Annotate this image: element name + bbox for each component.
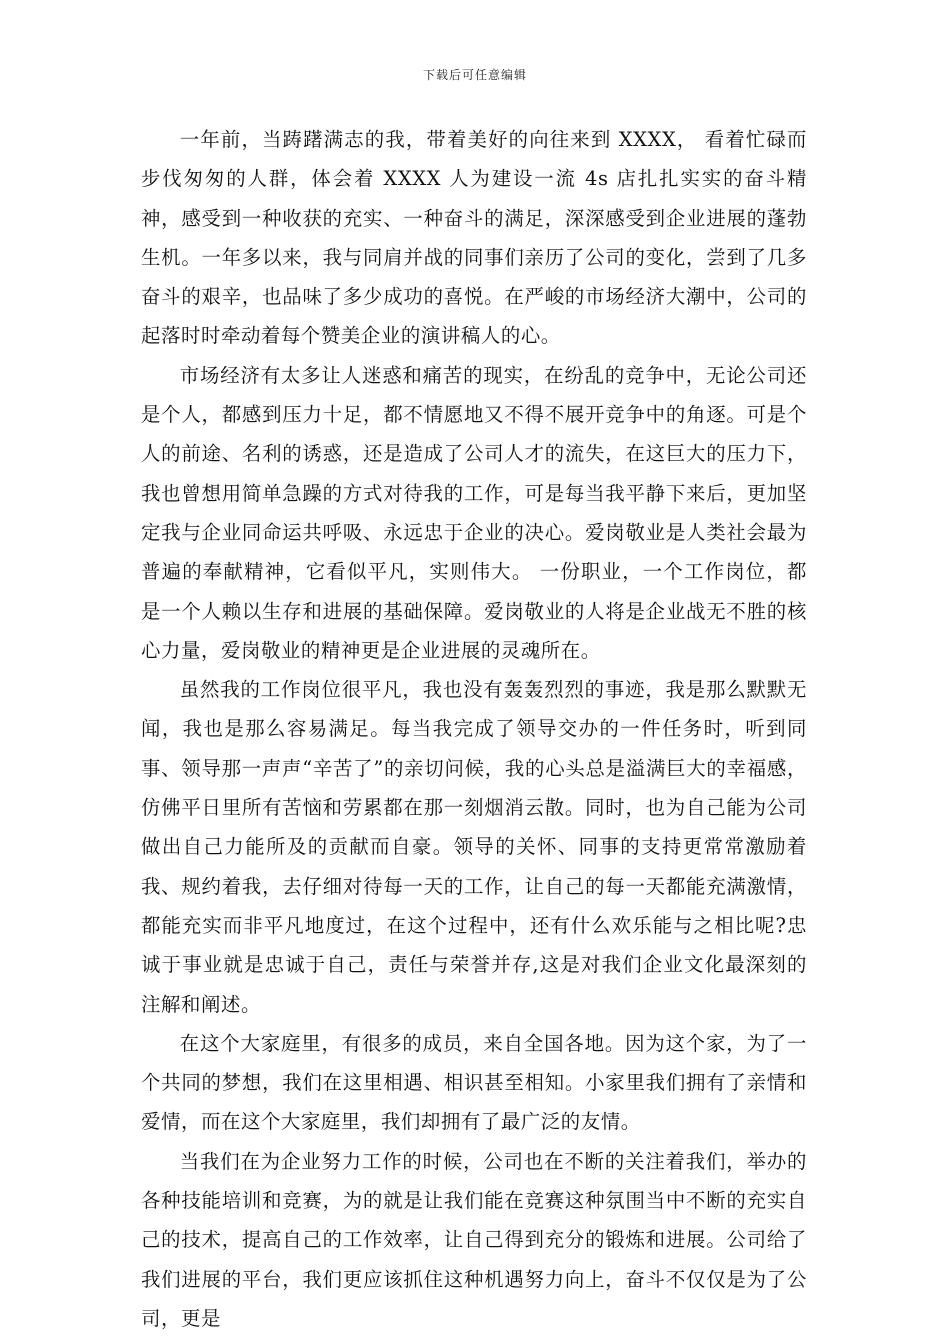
paragraph: 在这个大家庭里，有很多的成员，来自全国各地。因为这个家，为了一个共同的梦想，我们在这里相遇、相识甚至相知。小家里我们拥有了亲情和爱情，而在这个大家庭里，我们却拥有了最广泛的友情。 — [141, 1031, 807, 1134]
document-body — [141, 120, 807, 1338]
paragraph: 虽然我的工作岗位很平凡，我也没有轰轰烈烈的事迹，我是那么默默无闻，我也是那么容易满足。每当我完成了领导交办的一件任务时，听到同事、领导那一声声“辛苦了”的亲切问候，我的心头总是溢满巨大的幸福感，仿佛平日里所有苦恼和劳累都在那一刻烟消云散。同时，也为自己能为公司做出自己力能所及的贡献而自豪。领导的关怀、同事的支持更常常激励着我、规约着我，去仔细对待每一天的工作，让自己的每一天都能充满激情，都能充实而非平凡地度过，在这个过程中，还有什么欢乐能与之相比呢?忠诚于事业就是忠诚于自己，责任与荣誉并存,这是对我们企业文化最深刻的注解和阐述。 — [141, 678, 807, 1016]
paragraph: 当我们在为企业努力工作的时候，公司也在不断的关注着我们，举办的各种技能培训和竞赛，为的就是让我们能在竞赛这种氛围当中不断的充实自己的技术，提高自己的工作效率，让自己得到充分的锻炼和进展。公司给了我们进展的平台，我们更应该抓住这种机遇努力向上，奋斗不仅仅是为了公司，更是 — [141, 1149, 807, 1330]
header-note: 下载后可任意编辑 — [422, 68, 527, 82]
paragraph: 一年前，当踌躇满志的我，带着美好的向往来到 XXXX， 看着忙碌而步伐匆匆的人群，体会着 XXXX 人为建设一流 4s 店扎扎实实的奋斗精神，感受到一种收获的充实、一种奋斗的满足，深深感受到企业进展的蓬勃生机。一年多以来，我与同肩并战的同事们亲历了公司的变化，尝到了几多奋斗的艰辛，也品味了多少成功的喜悦。在严峻的市场经济大潮中，公司的起落时时牵动着每个赞美企业的演讲稿人的心。 — [141, 128, 807, 348]
paragraph: 市场经济有太多让人迷惑和痛苦的现实，在纷乱的竞争中，无论公司还是个人，都感到压力十足，都不情愿地又不得不展开竞争中的角逐。可是个人的前途、名利的诱惑，还是造成了公司人才的流失，在这巨大的压力下，我也曾想用简单急躁的方式对待我的工作，可是每当我平静下来后，更加坚定我与企业同命运共呼吸、永远忠于企业的决心。爱岗敬业是人类社会最为普遍的奉献精神，它看似平凡，实则伟大。 一份职业，一个工作岗位，都是一个人赖以生存和进展的基础保障。爱岗敬业的人将是企业战无不胜的核心力量，爱岗敬业的精神更是企业进展的灵魂所在。 — [141, 363, 807, 662]
